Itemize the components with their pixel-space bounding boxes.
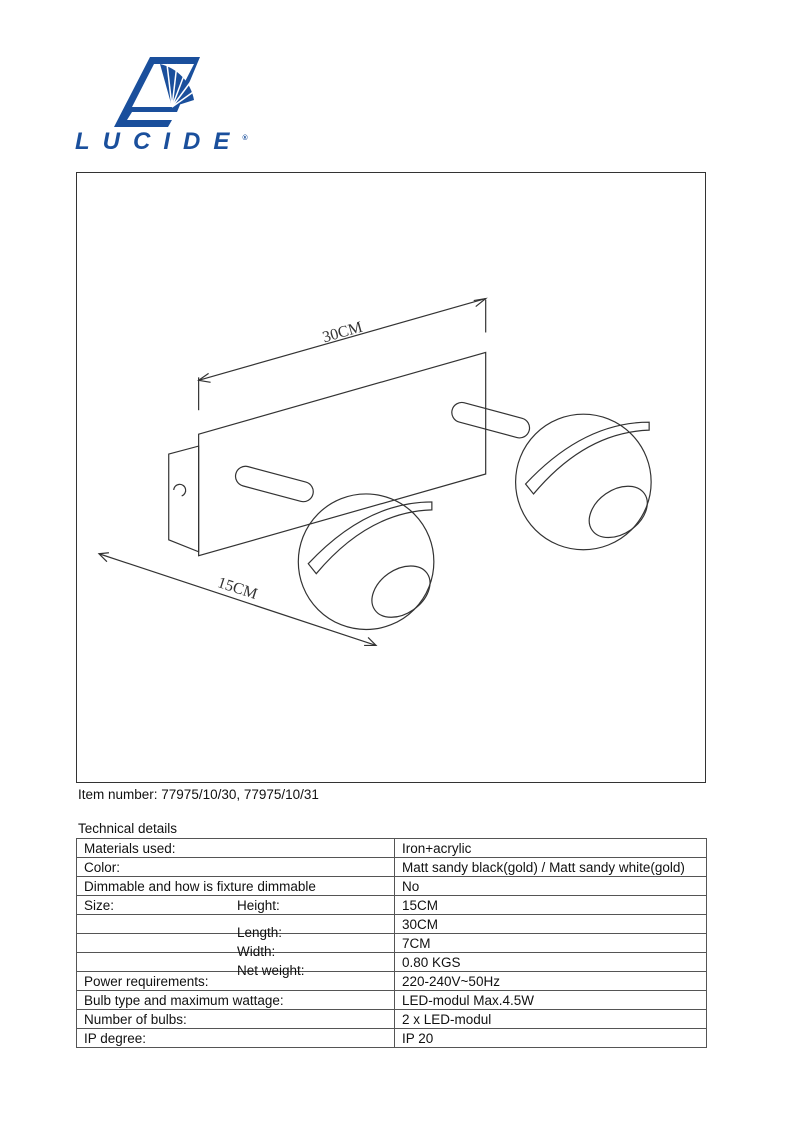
- row-label: Size:: [84, 897, 115, 913]
- row-label: IP degree:: [84, 1030, 147, 1046]
- row-value: IP 20: [395, 1029, 707, 1048]
- row-label: Dimmable and how is fixture dimmable: [84, 878, 316, 894]
- height-dimension-label: 15CM: [215, 574, 260, 604]
- row-label: Power requirements:: [84, 973, 209, 989]
- row-value: Matt sandy black(gold) / Matt sandy white(gold): [395, 858, 707, 877]
- table-row: [77, 1029, 707, 1048]
- technical-details-title: Technical details: [78, 821, 178, 836]
- row-value: 0.80 KGS: [395, 953, 707, 972]
- row-sublabel: Length:: [237, 925, 283, 940]
- row-label-cell: [77, 839, 395, 858]
- item-number: Item number: 77975/10/30, 77975/10/31: [78, 787, 319, 802]
- row-label: Number of bulbs:: [84, 1011, 187, 1027]
- row-label: Color:: [84, 859, 121, 875]
- row-sublabel: Width:: [237, 944, 276, 959]
- row-value: 15CM: [395, 896, 707, 915]
- row-label-cell: [77, 991, 395, 1010]
- row-value: No: [395, 877, 707, 896]
- table-row: [77, 953, 707, 972]
- table-row: [77, 839, 707, 858]
- row-label-cell: [77, 915, 395, 940]
- length-dimension-label: 30CM: [320, 318, 365, 347]
- table-row: [77, 1010, 707, 1029]
- technical-details-table: [76, 838, 707, 1048]
- row-value: 220-240V~50Hz: [395, 972, 707, 991]
- table-row: [77, 858, 707, 877]
- fixture-diagram: [77, 173, 705, 782]
- row-value: 2 x LED-modul: [395, 1010, 707, 1029]
- row-label-cell: [77, 953, 395, 978]
- row-label: Materials used:: [84, 840, 176, 856]
- row-label: Bulb type and maximum wattage:: [84, 992, 284, 1008]
- row-value: 7CM: [395, 934, 707, 953]
- row-value: LED-modul Max.4.5W: [395, 991, 707, 1010]
- row-sublabel: Net weight:: [237, 963, 305, 978]
- row-label-cell: [77, 972, 395, 991]
- row-label-cell: [77, 877, 395, 896]
- row-value: 30CM: [395, 915, 707, 934]
- row-label-cell: [77, 1010, 395, 1029]
- row-label-cell: [77, 934, 395, 959]
- table-row: [77, 934, 707, 953]
- row-label-cell: [77, 896, 395, 915]
- table-row: [77, 972, 707, 991]
- table-row: [77, 877, 707, 896]
- row-label-cell: [77, 1029, 395, 1048]
- table-row: [77, 896, 707, 915]
- row-sublabel: Height:: [237, 897, 280, 913]
- row-value: Iron+acrylic: [395, 839, 707, 858]
- brand-name: LUCIDE®: [75, 128, 248, 155]
- row-label-cell: [77, 858, 395, 877]
- table-row: [77, 915, 707, 934]
- table-row: [77, 991, 707, 1010]
- product-drawing: [76, 172, 706, 783]
